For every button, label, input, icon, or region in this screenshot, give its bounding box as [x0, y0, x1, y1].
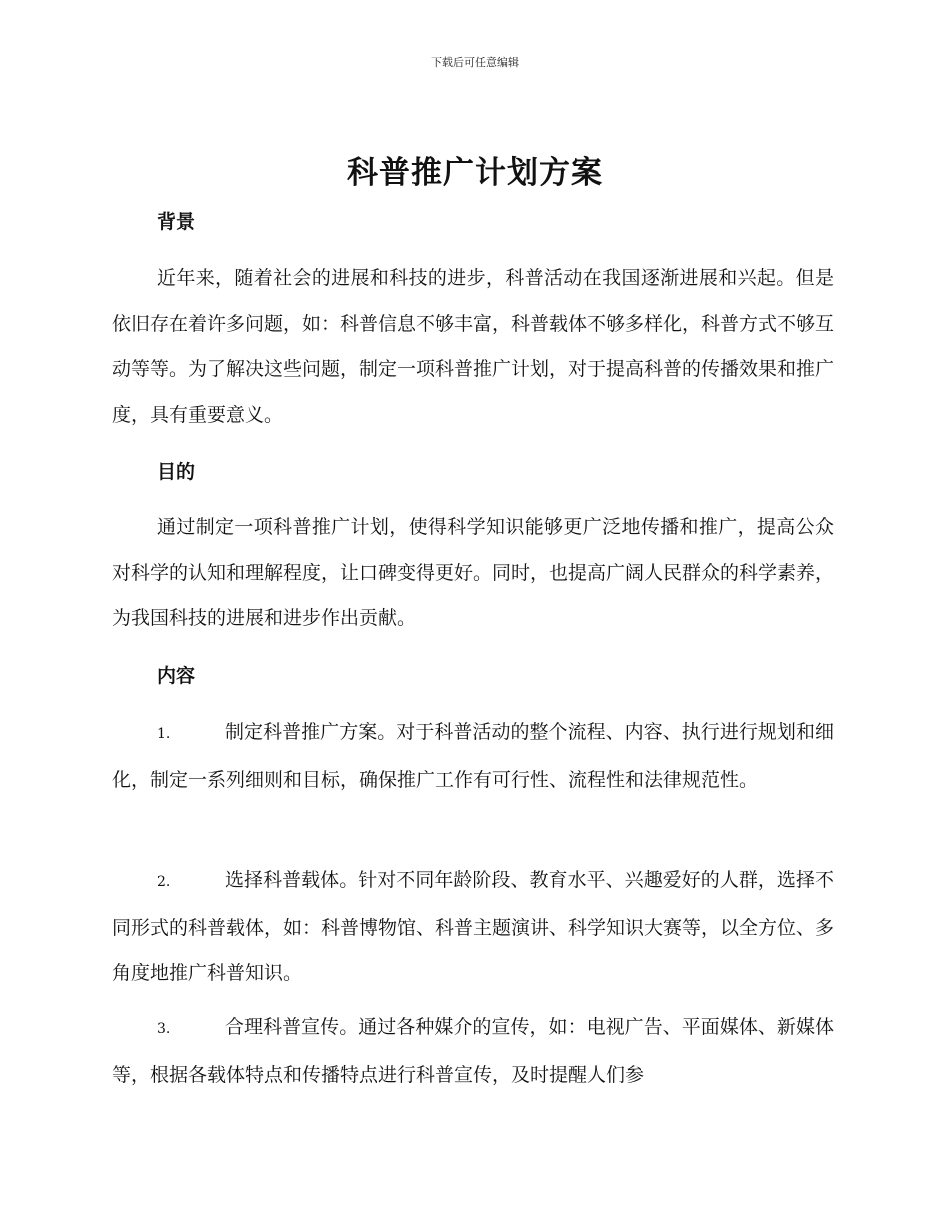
- header-note: 下载后可任意编辑: [431, 56, 519, 69]
- section-heading-content: 内容: [157, 665, 196, 687]
- list-item-3: [112, 1005, 834, 1098]
- list-item-1: [112, 710, 834, 803]
- document-title: 科普推广计划方案: [347, 155, 603, 191]
- paragraph-background: 近年来，随着社会的进展和科技的进步，科普活动在我国逐渐进展和兴起。但是依旧存在着许多问题，如：科普信息不够丰富，科普载体不够多样化，科普方式不够互动等等。为了解决这些问题，制定一项科普推广计划，对于提高科普的传播效果和推广度，具有重要意义。: [112, 267, 835, 426]
- paragraph-purpose: 通过制定一项科普推广计划，使得科学知识能够更广泛地传播和推广，提高公众对科学的认知和理解程度，让口碑变得更好。同时，也提高广阔人民群众的科学素养，为我国科技的进展和进步作出贡献。: [112, 516, 835, 629]
- list-text: 选择科普载体。针对不同年龄阶段、教育水平、兴趣爱好的人群，选择不同形式的科普载体，如：科普博物馆、科普主题演讲、科学知识大赛等，以全方位、多角度地推广科普知识。: [112, 869, 835, 984]
- list-item-2: [112, 858, 834, 997]
- section-heading-background: 背景: [157, 211, 196, 233]
- list-text: 合理科普宣传。通过各种媒介的宣传，如：电视广告、平面媒体、新媒体等，根据各载体特点和传播特点进行科普宣传，及时提醒人们参: [112, 1016, 834, 1086]
- list-text: 制定科普推广方案。对于科普活动的整个流程、内容、执行进行规划和细化，制定一系列细则和目标，确保推广工作有可行性、流程性和法律规范性。: [112, 721, 834, 791]
- list-number: 3.: [157, 1021, 171, 1037]
- list-number: 2.: [157, 874, 171, 890]
- list-number: 1.: [157, 726, 171, 742]
- section-heading-purpose: 目的: [157, 461, 196, 483]
